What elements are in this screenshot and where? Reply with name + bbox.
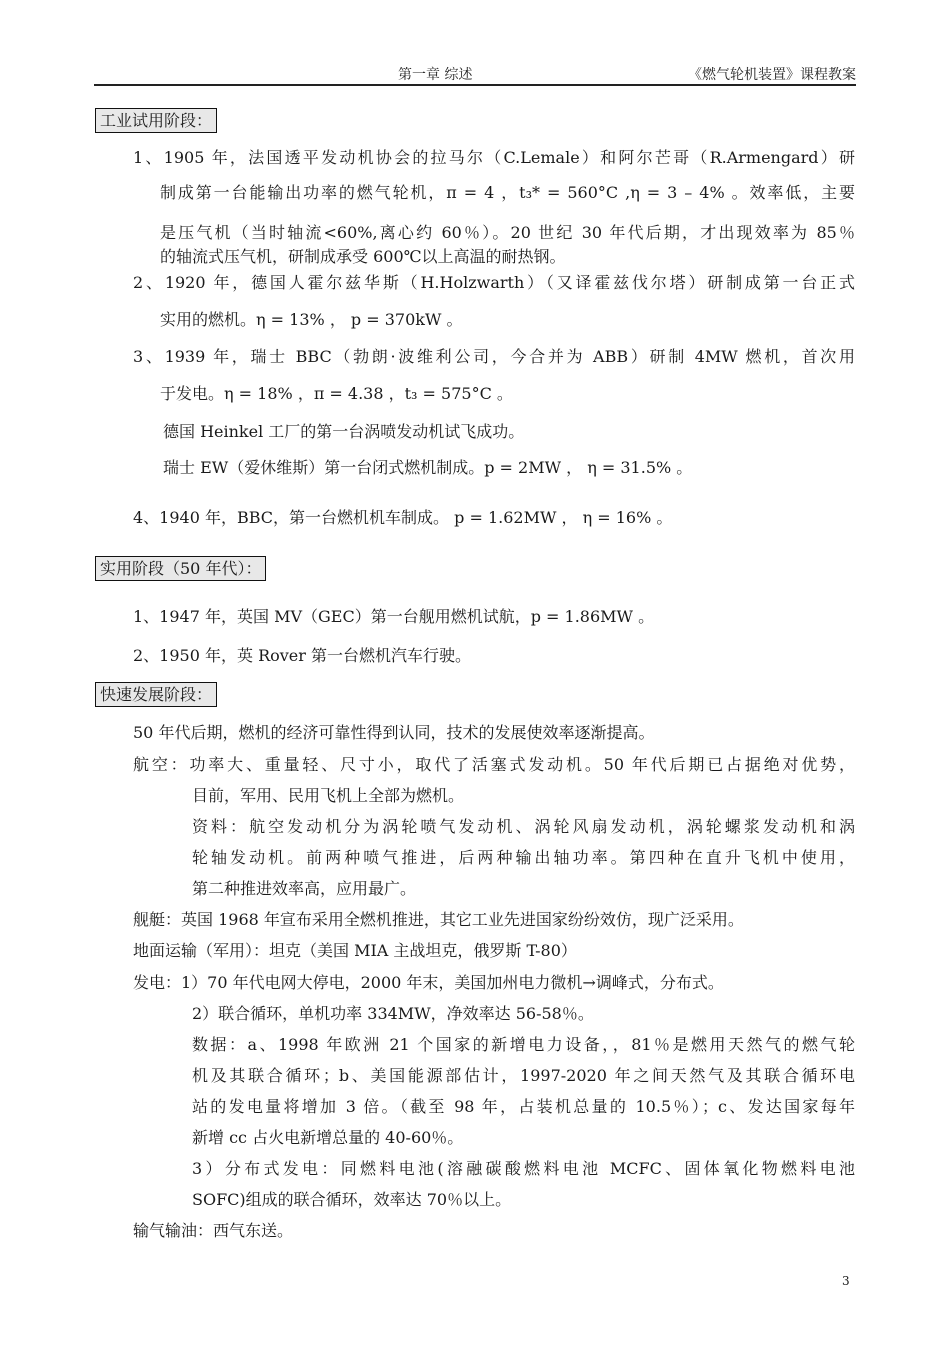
page-number: 3 bbox=[842, 1274, 850, 1288]
paragraph-line: 输气输油：西气东送。 bbox=[133, 1221, 294, 1240]
paragraph-line: 目前，军用、民用飞机上全部为燃机。 bbox=[192, 786, 465, 805]
paragraph-line: 机及其联合循环；b、美国能源部估计，1997-2020 年之间天然气及其联合循环电 bbox=[192, 1066, 855, 1085]
paragraph-line: 1、1905 年，法国透平发动机协会的拉马尔（C.Lemale）和阿尔芒哥（R.Armengard）研 bbox=[133, 148, 855, 167]
paragraph-line: 地面运输（军用）：坦克（美国 MIA 主战坦克，俄罗斯 T-80） bbox=[133, 941, 577, 960]
paragraph-line: 瑞士 EW（爱休维斯）第一台闭式燃机制成。p = 2MW ， η = 31.5% 。 bbox=[163, 458, 693, 477]
paragraph-line: SOFC)组成的联合循环，效率达 70％以上。 bbox=[192, 1190, 512, 1209]
paragraph-line: 数据：a、1998 年欧洲 21 个国家的新增电力设备，，81％是燃用天然气的燃气轮 bbox=[192, 1035, 855, 1054]
header-chapter: 第一章 综述 bbox=[398, 67, 473, 83]
paragraph-line: 德国 Heinkel 工厂的第一台涡喷发动机试飞成功。 bbox=[163, 422, 525, 441]
paragraph-line: 资料：航空发动机分为涡轮喷气发动机、涡轮风扇发动机，涡轮螺浆发动机和涡 bbox=[192, 817, 855, 836]
paragraph-line: 2、1950 年，英 Rover 第一台燃机汽车行驶。 bbox=[133, 646, 471, 665]
paragraph-line: 4、1940 年，BBC，第一台燃机机车制成。 p = 1.62MW ， η = 16% 。 bbox=[133, 508, 673, 527]
paragraph-line: 舰艇：英国 1968 年宣布采用全燃机推进，其它工业先进国家纷纷效仿，现广泛采用。 bbox=[133, 910, 744, 929]
section-heading-rapid-development: 快速发展阶段： bbox=[95, 682, 217, 707]
paragraph-line: 3、1939 年，瑞士 BBC（勃朗·波维利公司，今合并为 ABB）研制 4MW 燃机，首次用 bbox=[133, 347, 855, 366]
paragraph-line: 3）分布式发电：同燃料电池(溶融碳酸燃料电池 MCFC、固体氧化物燃料电池 bbox=[192, 1159, 855, 1178]
paragraph-line: 发电：1）70 年代电网大停电，2000 年末，美国加州电力微机→调峰式，分布式。 bbox=[133, 973, 724, 992]
header-course-title: 《燃气轮机装置》课程教案 bbox=[688, 67, 856, 83]
paragraph-line: 站的发电量将增加 3 倍。（截至 98 年，占装机总量的 10.5％）；c、发达国家每年 bbox=[192, 1097, 855, 1116]
paragraph-line: 2、1920 年，德国人霍尔兹华斯（H.Holzwarth）（又译霍兹伐尔塔）研制成第一台正式 bbox=[133, 273, 855, 292]
paragraph-line: 轮轴发动机。前两种喷气推进，后两种输出轴功率。第四种在直升飞机中使用， bbox=[192, 848, 855, 867]
paragraph-line: 航空：功率大、重量轻、尺寸小，取代了活塞式发动机。50 年代后期已占据绝对优势， bbox=[133, 755, 855, 774]
paragraph-line: 的轴流式压气机，研制成承受 600℃以上高温的耐热钢。 bbox=[160, 247, 566, 266]
paragraph-line: 50 年代后期，燃机的经济可靠性得到认同，技术的发展使效率逐渐提高。 bbox=[133, 723, 655, 742]
section-heading-industrial-trial: 工业试用阶段： bbox=[95, 108, 217, 133]
paragraph-line: 2）联合循环，单机功率 334MW，净效率达 56-58％。 bbox=[192, 1004, 594, 1023]
paragraph-line: 新增 cc 占火电新增总量的 40-60％。 bbox=[192, 1128, 464, 1147]
paragraph-line: 第二种推进效率高，应用最广。 bbox=[192, 879, 417, 898]
paragraph-line: 于发电。η = 18% ，π = 4.38 ，t₃ = 575°C 。 bbox=[160, 384, 513, 403]
paragraph-line: 1、1947 年，英国 MV（GEC）第一台舰用燃机试航，p = 1.86MW 。 bbox=[133, 607, 655, 626]
paragraph-line: 制成第一台能输出功率的燃气轮机，π = 4 ，t₃* = 560°C ,η = 3 – 4% 。效率低，主要 bbox=[160, 183, 855, 202]
paragraph-line: 是压气机（当时轴流<60%,离心约 60％）。20 世纪 30 年代后期，才出现效率为 85％ bbox=[160, 223, 855, 242]
section-heading-practical-stage: 实用阶段（50 年代）： bbox=[95, 556, 266, 581]
paragraph-line: 实用的燃机。η = 13% ， p = 370kW 。 bbox=[160, 310, 463, 329]
header-divider bbox=[94, 84, 856, 86]
